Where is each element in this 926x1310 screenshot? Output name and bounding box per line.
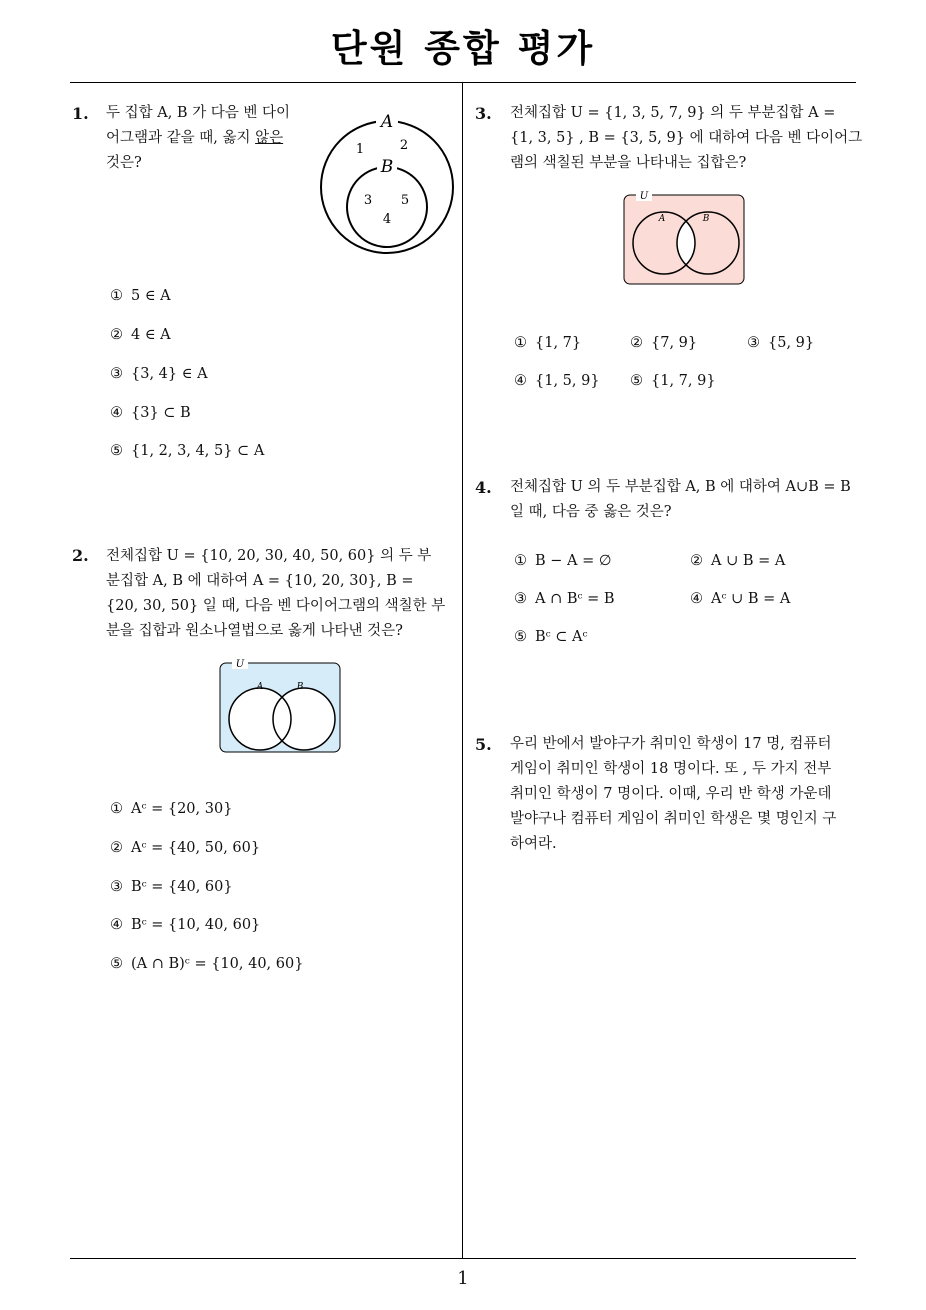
- choice-text: {3} ⊂ B: [131, 405, 191, 421]
- page-title: 단원 종합 평가: [330, 27, 596, 70]
- q2-label-a: A: [256, 682, 264, 692]
- q1-choice[interactable]: [110, 366, 208, 382]
- q5-line: 취미인 학생이 7 명이다. 이때, 우리 반 학생 가운데: [510, 786, 832, 802]
- q3-choice[interactable]: [514, 335, 581, 351]
- choice-mark: ③: [110, 366, 123, 382]
- q3-choice[interactable]: [514, 373, 600, 389]
- q1-set-b-circle: [347, 167, 427, 247]
- q1-line: [106, 126, 306, 151]
- column-divider: [462, 82, 463, 1259]
- q3-stem: [510, 101, 863, 176]
- q3-line: {1, 3, 5} , B = {3, 5, 9} 에 대하여 다음 벤 다이어그: [510, 130, 863, 146]
- q1-underlined-word: 않은: [255, 130, 284, 146]
- q1-line-text: 어그램과 같을 때, 옳지: [106, 130, 256, 146]
- choice-text: A ∪ B = A: [711, 553, 786, 569]
- page-number: 1: [457, 1268, 469, 1289]
- q1-element: 1: [355, 142, 365, 157]
- q2-number: 2.: [72, 546, 89, 565]
- q3-number: 3.: [475, 104, 492, 123]
- choice-mark: ③: [110, 879, 123, 895]
- q1-element: 5: [400, 193, 410, 208]
- choice-text: A ∩ Bᶜ = B: [535, 591, 615, 607]
- choice-mark: ⑤: [110, 443, 123, 459]
- q5-line: 게임이 취미인 학생이 18 명이다. 또 , 두 가지 전부: [510, 761, 832, 777]
- q3-line: 전체집합 U = {1, 3, 5, 7, 9} 의 두 부분집합 A =: [510, 105, 836, 121]
- q1-element: 2: [399, 138, 409, 153]
- q4-line: 일 때, 다음 중 옳은 것은?: [510, 504, 672, 520]
- q1-number: 1.: [72, 104, 89, 123]
- choice-text: {1, 2, 3, 4, 5} ⊂ A: [131, 443, 265, 459]
- q1-choice[interactable]: [110, 443, 264, 459]
- q1-element: 3: [363, 193, 373, 208]
- choice-mark: ①: [110, 288, 123, 304]
- choice-mark: ②: [630, 335, 643, 351]
- choice-mark: ④: [110, 917, 123, 933]
- q3-choice[interactable]: [747, 335, 814, 351]
- q2-choice[interactable]: [110, 956, 303, 972]
- choice-text: {1, 7, 9}: [651, 373, 716, 389]
- choice-text: Aᶜ = {20, 30}: [131, 801, 233, 817]
- bottom-rule: [70, 1258, 856, 1259]
- q2-choice[interactable]: [110, 801, 232, 817]
- q1-label-b: B: [380, 157, 394, 177]
- q2-line: 분집합 A, B 에 대하여 A = {10, 20, 30}, B =: [106, 573, 414, 589]
- choice-text: {1, 5, 9}: [535, 373, 600, 389]
- choice-text: {3, 4} ∈ A: [131, 366, 208, 382]
- choice-mark: ③: [514, 591, 527, 607]
- choice-mark: ④: [514, 373, 527, 389]
- choice-mark: ②: [110, 327, 123, 343]
- q3-choice[interactable]: [630, 335, 697, 351]
- q1-line: 것은?: [106, 155, 142, 171]
- q5-line: 하여라.: [510, 836, 557, 852]
- q1-element: 4: [382, 212, 392, 227]
- q1-choice[interactable]: [110, 405, 191, 421]
- q3-label-b: B: [702, 214, 710, 224]
- q4-choice[interactable]: [690, 591, 790, 607]
- q1-set-a-circle: [321, 121, 453, 253]
- choice-text: {1, 7}: [535, 335, 582, 351]
- q3-choice[interactable]: [630, 373, 716, 389]
- q2-choice[interactable]: [110, 917, 260, 933]
- q4-choice[interactable]: [690, 553, 785, 569]
- choice-text: {7, 9}: [651, 335, 698, 351]
- choice-mark: ⑤: [630, 373, 643, 389]
- q2-choice[interactable]: [110, 840, 260, 856]
- choice-text: Bᶜ = {10, 40, 60}: [131, 917, 261, 933]
- q5-line: 우리 반에서 발야구가 취미인 학생이 17 명, 컴퓨터: [510, 736, 832, 752]
- choice-text: Aᶜ = {40, 50, 60}: [131, 840, 261, 856]
- choice-mark: ①: [514, 553, 527, 569]
- choice-mark: ⑤: [110, 956, 123, 972]
- choice-text: Bᶜ = {40, 60}: [131, 879, 233, 895]
- q2-line: 전체집합 U = {10, 20, 30, 40, 50, 60} 의 두 부: [106, 548, 432, 564]
- q4-choice[interactable]: [514, 629, 588, 645]
- choice-text: 5 ∈ A: [131, 288, 171, 304]
- q3-label-u: U: [639, 191, 649, 202]
- choice-mark: ⑤: [514, 629, 527, 645]
- q2-stem: [106, 544, 456, 644]
- choice-text: B − A = ∅: [535, 553, 612, 569]
- q2-venn-diagram: [218, 656, 344, 756]
- q3-label-a: A: [658, 214, 666, 224]
- q1-stem: [106, 101, 306, 176]
- q5-number: 5.: [475, 735, 492, 754]
- q1-label-a: A: [380, 112, 394, 132]
- q4-stem: [510, 475, 860, 525]
- q1-line: 두 집합 A, B 가 다음 벤 다이: [106, 105, 291, 121]
- choice-mark: ④: [690, 591, 703, 607]
- q1-choice[interactable]: [110, 327, 171, 343]
- q3-venn-diagram: [622, 188, 748, 288]
- choice-text: {5, 9}: [768, 335, 815, 351]
- choice-mark: ①: [514, 335, 527, 351]
- q2-label-b: B: [296, 682, 304, 692]
- choice-text: Bᶜ ⊂ Aᶜ: [535, 629, 588, 645]
- q4-choice[interactable]: [514, 553, 612, 569]
- q1-choice[interactable]: [110, 288, 171, 304]
- choice-text: Aᶜ ∪ B = A: [711, 591, 791, 607]
- choice-mark: ②: [690, 553, 703, 569]
- q3-line: 램의 색칠된 부분을 나타내는 집합은?: [510, 155, 747, 171]
- q5-stem: [510, 732, 860, 857]
- choice-mark: ②: [110, 840, 123, 856]
- choice-text: (A ∩ B)ᶜ = {10, 40, 60}: [131, 956, 304, 972]
- q2-line: {20, 30, 50} 일 때, 다음 벤 다이어그램의 색칠한 부: [106, 598, 446, 614]
- q4-line: 전체집합 U 의 두 부분집합 A, B 에 대하여 A∪B = B: [510, 479, 851, 495]
- q2-choice[interactable]: [110, 879, 233, 895]
- q4-number: 4.: [475, 478, 492, 497]
- q4-choice[interactable]: [514, 591, 615, 607]
- choice-mark: ④: [110, 405, 123, 421]
- q1-venn-diagram: [316, 106, 462, 258]
- q5-line: 발야구나 컴퓨터 게임이 취미인 학생은 몇 명인지 구: [510, 811, 837, 827]
- choice-mark: ③: [747, 335, 760, 351]
- choice-mark: ①: [110, 801, 123, 817]
- q2-line: 분을 집합과 원소나열법으로 옳게 나타낸 것은?: [106, 623, 403, 639]
- choice-text: 4 ∈ A: [131, 327, 171, 343]
- top-rule: [70, 82, 856, 83]
- q2-label-u: U: [235, 659, 245, 670]
